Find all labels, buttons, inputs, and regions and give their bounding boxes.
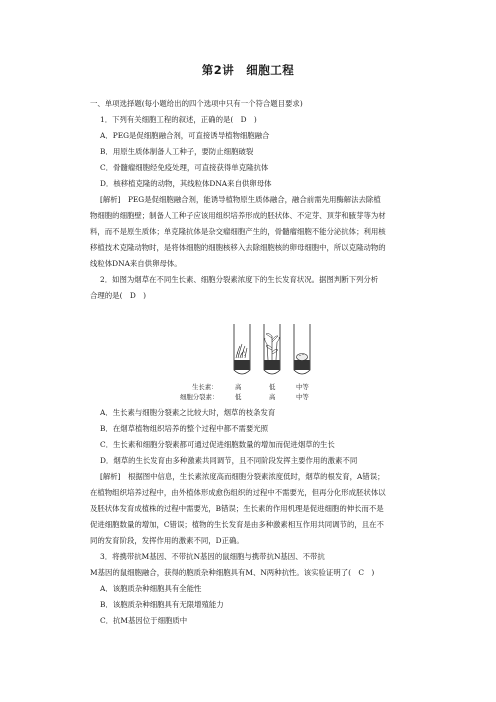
- q2-option-d: D．烟草的生长发育由多种激素共同调节，且不同阶段发挥主要作用的激素不同: [100, 456, 358, 465]
- q1-explanation-line: 料，而不是原生质体；单克隆抗体是杂交瘤细胞产生的，骨髓瘤细胞不能分泌抗体；利用核: [90, 227, 386, 236]
- q2-stem-cont: 合理的是( D ): [90, 291, 147, 300]
- auxin-tube1-level: 高: [235, 383, 242, 391]
- q3-option-c: C．抗M基因位于细胞质中: [100, 616, 188, 625]
- cytokinin-tube3-level: 中等: [296, 393, 309, 401]
- q3-stem: 3．将携带抗M基因、不带抗N基因的鼠细胞与携带抗N基因、不带抗: [100, 552, 325, 561]
- auxin-row-label: 生长素：: [192, 383, 218, 391]
- q2-explanation-line: 及胚状体发育成植株的过程中需要光，B错误；生长素的作用机理是促进细胞的伸长而不是: [90, 504, 384, 513]
- q2-explanation-line: 同的发育阶段，发挥作用的激素不同，D正确。: [90, 536, 244, 545]
- test-tubes-illustration: [212, 322, 322, 378]
- q1-option-b: B．用原生质体制备人工种子，要防止细胞破裂: [100, 147, 254, 156]
- q1-explanation-line: [解析] PEG是促细胞融合剂，能诱导植物原生质体融合，融合前需先用酶解法去除植: [100, 195, 381, 204]
- q2-option-a: A．生长素与细胞分裂素之比较大时，烟草的枝条发育: [100, 408, 276, 417]
- q1-option-a: A．PEG是促细胞融合剂，可直接诱导植物细胞融合: [100, 131, 270, 140]
- q3-option-a: A．该胞质杂种细胞具有全能性: [100, 584, 202, 593]
- cytokinin-tube2-level: 高: [269, 393, 276, 401]
- q1-stem: 1．下列有关细胞工程的叙述，正确的是( D ): [100, 115, 257, 124]
- q1-explanation-line: 移植技术克隆动物时，是将体细胞的细胞核移入去除细胞核的卵母细胞中，所以克隆动物的: [90, 243, 386, 252]
- tobacco-tubes-figure: [180, 322, 322, 402]
- q1-option-d: D．核移植克隆的动物，其线粒体DNA来自供卵母体: [100, 179, 272, 188]
- q2-explanation-line: 促进细胞数量的增加，C错误；植物的生长发育是由多种激素相互作用共同调节的，且在不: [90, 520, 384, 529]
- tube-shoots: [264, 324, 280, 374]
- q1-explanation-line: 线粒体DNA来自供卵母体。: [90, 259, 182, 268]
- tube-roots: [234, 324, 250, 374]
- q2-stem: 2．如图为烟草在不同生长素、细胞分裂素浓度下的生长发育状况。据图判断下列分析: [100, 275, 379, 284]
- q1-option-c: C．骨髓瘤细胞经免疫处理，可直接获得单克隆抗体: [100, 163, 269, 172]
- cytokinin-tube1-level: 低: [235, 393, 242, 401]
- q2-option-c: C．生长素和细胞分裂素都可通过促进细胞数量的增加而促进烟草的生长: [100, 440, 335, 449]
- q2-option-b: B．在烟草植物组织培养的整个过程中都不需要光照: [100, 424, 269, 433]
- q3-option-b: B．该胞质杂种细胞具有无限增殖能力: [100, 600, 224, 609]
- page-title: 第2讲 细胞工程: [201, 63, 295, 77]
- auxin-tube2-level: 低: [269, 383, 276, 391]
- q3-stem-cont: M基因的鼠细胞融合，获得的胞质杂种细胞具有M、N两种抗性。该实验证明了( C ): [90, 568, 375, 577]
- section-heading: 一、单项选择题(每小题给出的四个选项中只有一个符合题目要求): [90, 99, 303, 108]
- auxin-tube3-level: 中等: [296, 383, 309, 391]
- q2-explanation-line: 在植物组织培养过程中，由外植体形成愈伤组织的过程中不需要光，但再分化形成胚状体以: [90, 488, 386, 497]
- q2-explanation-line: [解析] 根据图中信息，生长素浓度高而细胞分裂素浓度低时，烟草的根发育，A错误；: [100, 472, 385, 481]
- tube-callus: [294, 324, 310, 374]
- cytokinin-row-label: 细胞分裂素：: [180, 393, 219, 401]
- q1-explanation-line: 物细胞的细胞壁；制备人工种子应该用组织培养形成的胚状体、不定芽、顶芽和腋芽等为材: [90, 211, 386, 220]
